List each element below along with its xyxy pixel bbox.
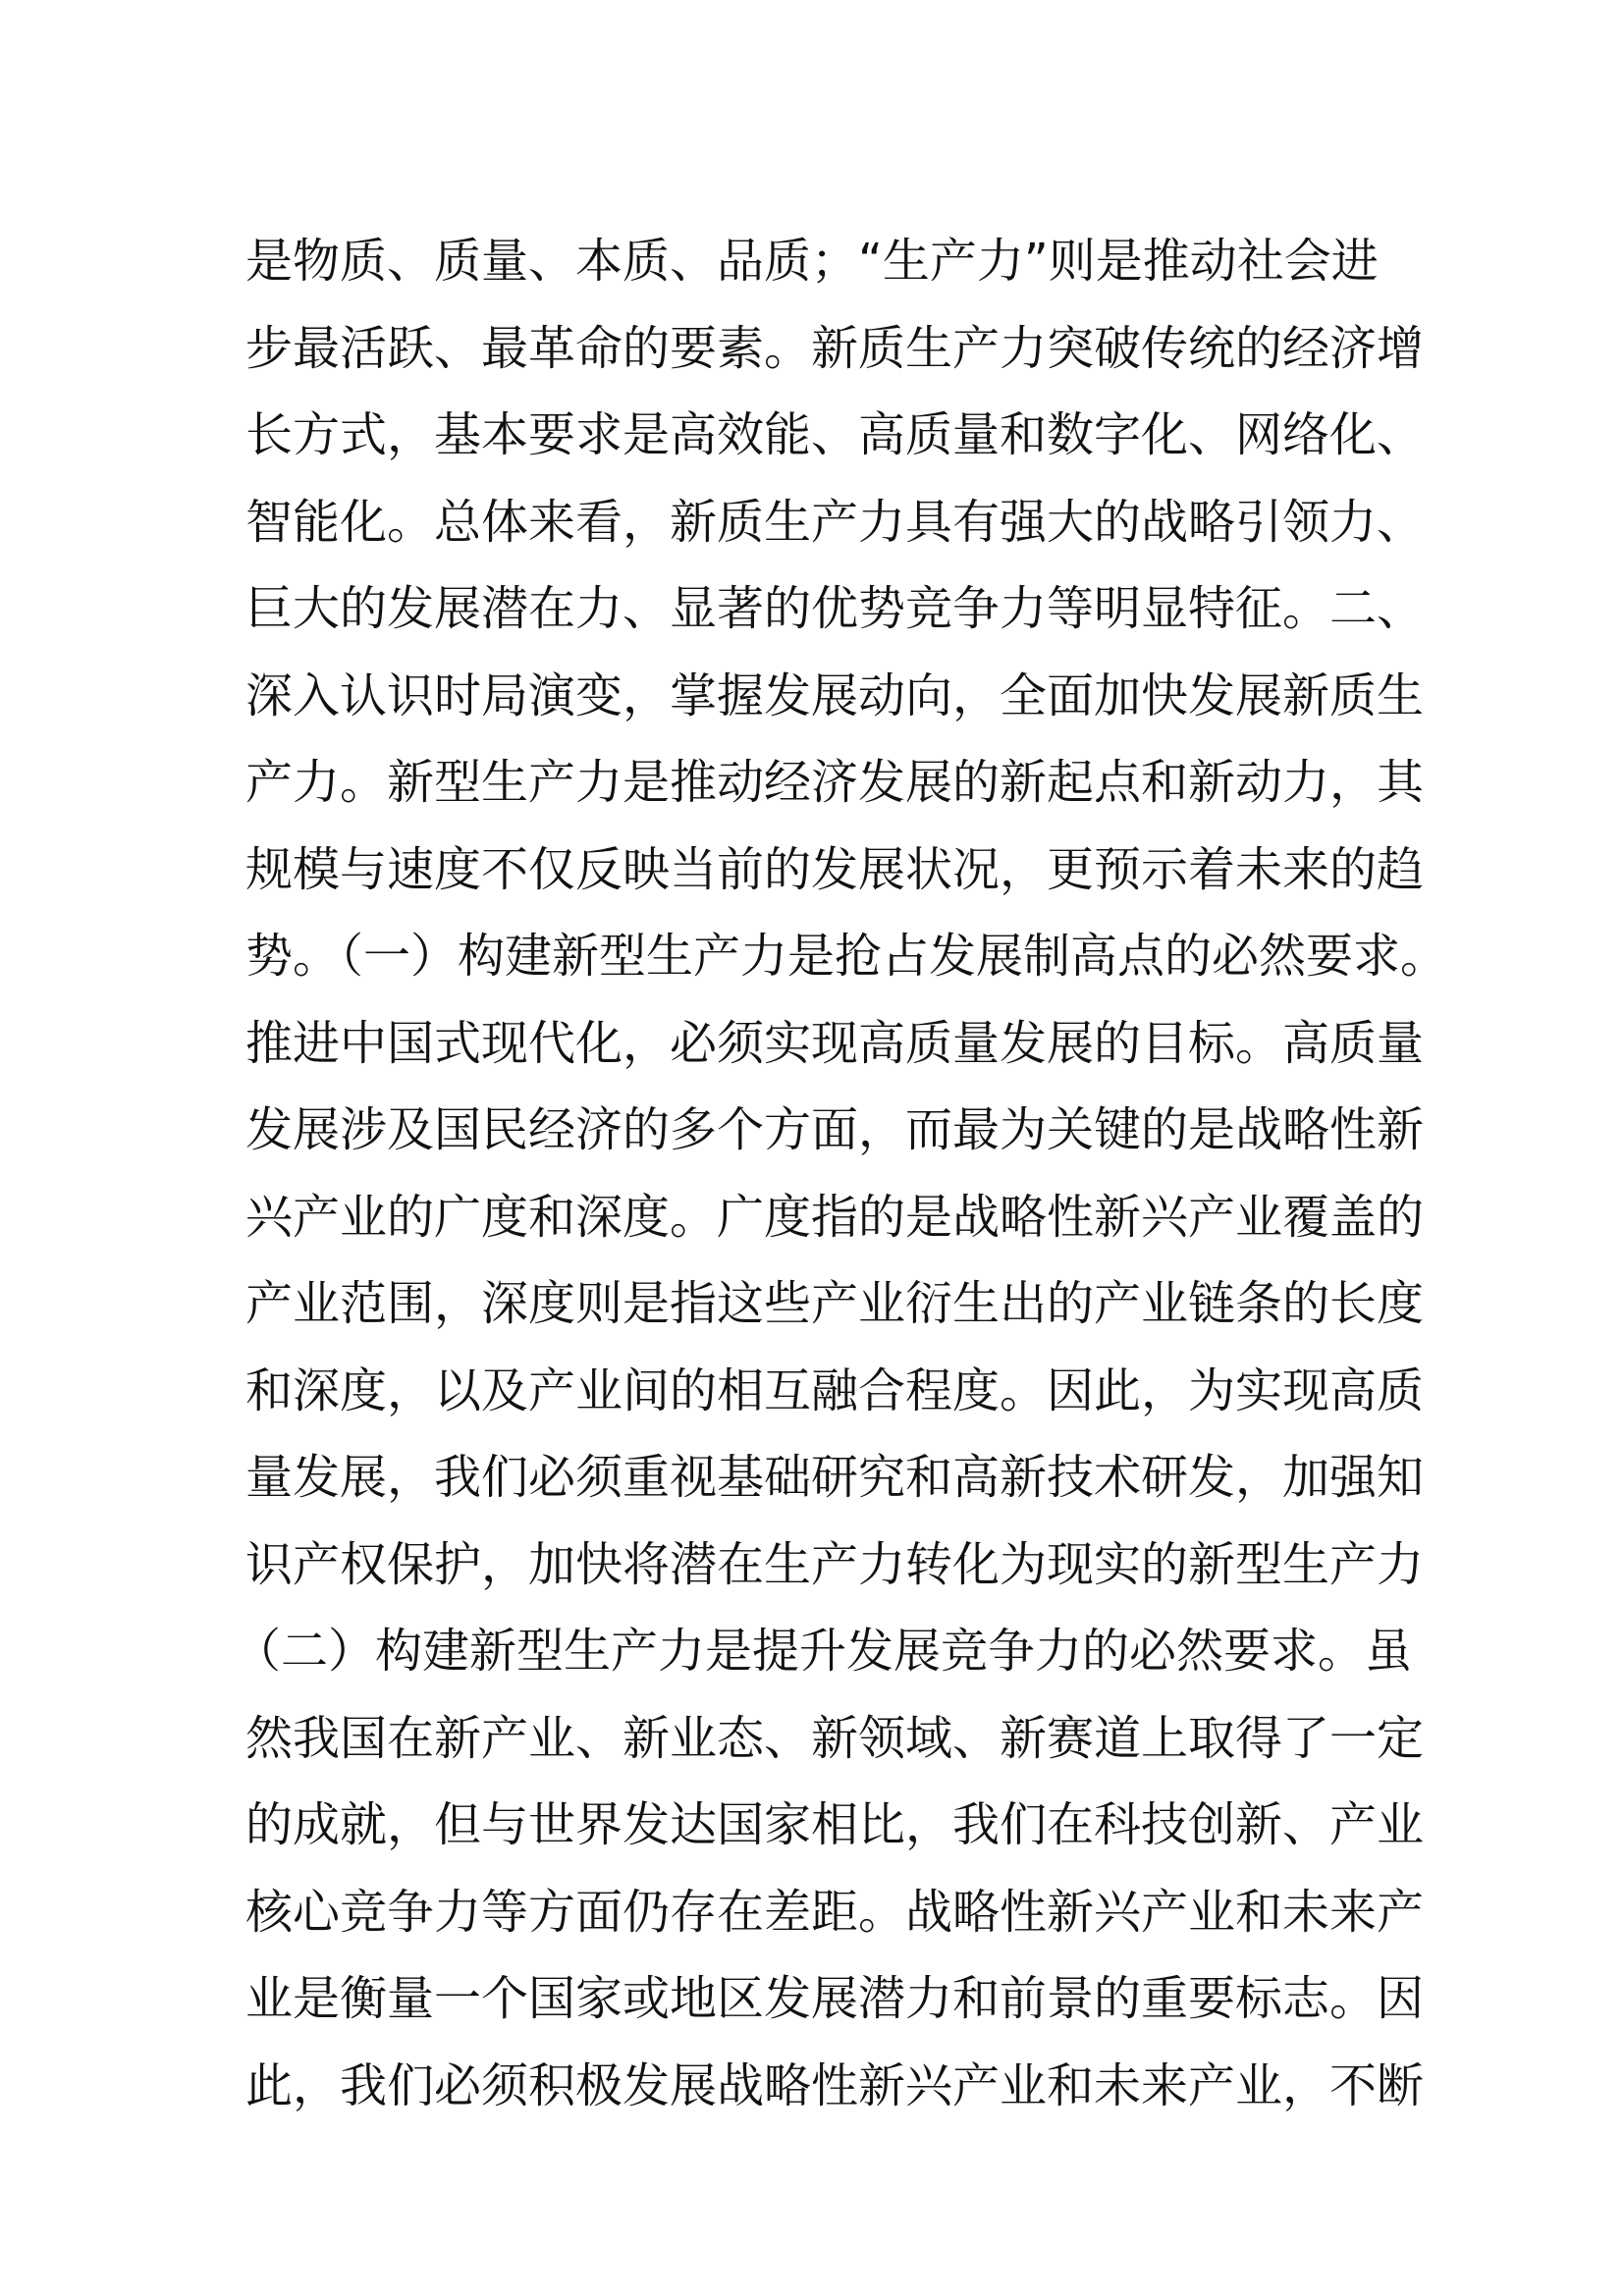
text-line: 深入认识时局演变，掌握发展动向，全面加快发展新质生 <box>245 667 1425 723</box>
text-line: 是物质、质量、本质、品质；“生产力”则是推动社会进 <box>245 234 1379 289</box>
text-line: 产业范围，深度则是指这些产业衍生出的产业链条的长度 <box>245 1276 1425 1331</box>
text-line: 然我国在新产业、新业态、新领域、新赛道上取得了一定 <box>245 1710 1425 1766</box>
text-line: 产力。新型生产力是推动经济发展的新起点和新动力，其 <box>245 755 1425 810</box>
text-line: 巨大的发展潜在力、显著的优势竞争力等明显特征。二、 <box>245 581 1425 636</box>
text-line: 核心竞争力等方面仍存在差距。战略性新兴产业和未来产 <box>245 1884 1425 1940</box>
text-line: 和深度，以及产业间的相互融合程度。因此，为实现高质 <box>245 1362 1425 1418</box>
text-line: 此，我们必须积极发展战略性新兴产业和未来产业，不断 <box>245 2057 1425 2113</box>
text-line: 识产权保护，加快将潜在生产力转化为现实的新型生产力 <box>245 1536 1425 1592</box>
text-line: 的成就，但与世界发达国家相比，我们在科技创新、产业 <box>245 1797 1425 1852</box>
text-line: 发展涉及国民经济的多个方面，而最为关键的是战略性新 <box>245 1102 1425 1157</box>
text-line: 步最活跃、最革命的要素。新质生产力突破传统的经济增 <box>245 320 1425 376</box>
text-line: 量发展，我们必须重视基础研究和高新技术研发，加强知 <box>245 1450 1425 1505</box>
text-line: （二）构建新型生产力是提升发展竞争力的必然要求。虽 <box>234 1624 1413 1679</box>
text-line: 长方式，基本要求是高效能、高质量和数字化、网络化、 <box>245 407 1425 462</box>
text-line: 智能化。总体来看，新质生产力具有强大的战略引领力、 <box>245 494 1425 550</box>
text-line: 业是衡量一个国家或地区发展潜力和前景的重要标志。因 <box>245 1971 1425 2026</box>
text-line: 规模与速度不仅反映当前的发展状况，更预示着未来的趋 <box>245 841 1425 897</box>
text-line: 兴产业的广度和深度。广度指的是战略性新兴产业覆盖的 <box>245 1189 1425 1245</box>
body-text <box>234 218 1463 2129</box>
text-line: 势。（一）构建新型生产力是抢占发展制高点的必然要求。 <box>245 929 1448 984</box>
text-line: 推进中国式现代化，必须实现高质量发展的目标。高质量 <box>245 1015 1425 1071</box>
